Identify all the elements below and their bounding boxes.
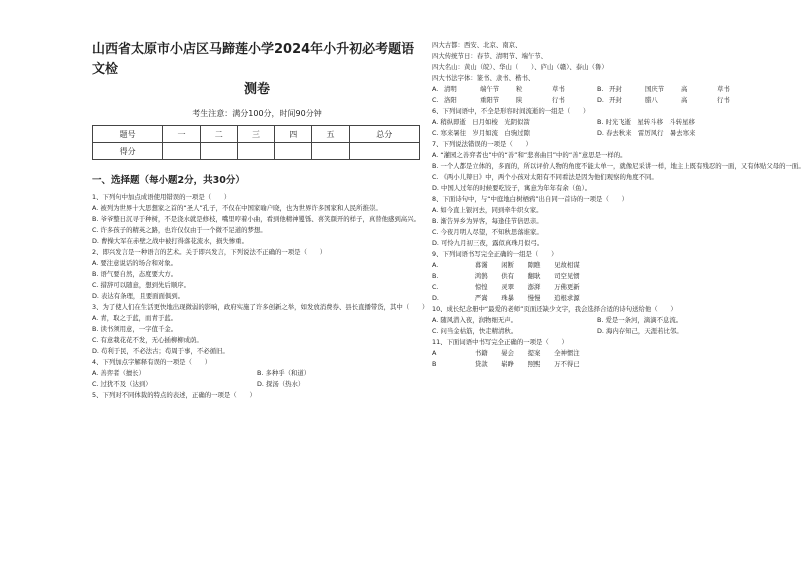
- option-word: 行书: [717, 96, 730, 104]
- option-word: 惊惶: [474, 283, 488, 291]
- question-line: A. “灌园之善弈者也”中的“善”和“悲喜曲目”中的“善”意思是一样的。: [432, 151, 627, 159]
- question-line: 4、下列加点字解释有误的一项是（ ）: [92, 358, 212, 366]
- option-word: 粒: [516, 85, 523, 93]
- question-line: 3、为了使人们在生活更快地出现微弱的影响，政府实施了许多创新之举，如发放消费券、县长直播带货，其中（ ）: [92, 303, 429, 311]
- option-letter: D.: [432, 294, 439, 302]
- question-line: B. 爷爷整日沉寻于种树，不是浇水就是修枝，嘴里哼着小曲，看到他精神矍铄、喜笑颜开的样子，真替他感到高兴。: [92, 215, 420, 223]
- option-row: [432, 95, 762, 106]
- option-row: [92, 368, 422, 379]
- cell: [312, 143, 349, 160]
- option-word: 万不得已: [554, 360, 580, 368]
- cell: [163, 143, 200, 160]
- question-line: 1、下列句中加点成语使用错误的一项是（ ）: [92, 193, 231, 201]
- option-word: 灵翠: [501, 283, 515, 291]
- option-row: [432, 128, 762, 139]
- question-line: C. 今夜月明人尽望，不知秋思落谁家。: [432, 228, 543, 236]
- option-row: [432, 84, 762, 95]
- option-word: 开封: [609, 85, 622, 93]
- cell: 一: [163, 126, 200, 143]
- option-word: 慢慢: [527, 294, 541, 302]
- option: A. 善弈者（擅长）: [92, 369, 146, 377]
- question-line: A. 青，取之于蓝，而青于蓝。: [92, 314, 178, 322]
- cell: 得分: [93, 143, 163, 160]
- question-line: 11、下面词语中书写完全正确的一项是（ ）: [432, 338, 568, 346]
- option: C. 问当金枯筋，快走精清秋。: [432, 327, 518, 335]
- option-letter: B.: [432, 272, 439, 280]
- option-word: 严嵩: [474, 294, 488, 302]
- option-word: 暮霭: [474, 261, 488, 269]
- exam-notice: 考生注意：满分100分，时间90分钟: [192, 109, 322, 118]
- option-word: 草书: [552, 85, 565, 93]
- question-line: D. 中国人过年的时候要吃饺子，寓意为年年有余（鱼）。: [432, 184, 592, 192]
- question-line: 四大书法字体：篆书、隶书、楷书、: [432, 74, 535, 82]
- page-title: [92, 40, 422, 100]
- cell: 四: [275, 126, 312, 143]
- option: D. 探汤（热水）: [257, 380, 305, 388]
- cell: [349, 143, 419, 160]
- question-line: B. 渐告异乡为异客，每逢佳节倍思亲。: [432, 217, 543, 225]
- question-line: 四大名山：黄山（皖）、华山（ ）、庐山（赣）、泰山（鲁）: [432, 63, 608, 71]
- question-line: D. 苟利于民，不必法古；苟周于事，不必循旧。: [92, 347, 229, 355]
- option-letter: D.: [597, 96, 604, 104]
- right-column: [432, 40, 805, 370]
- option-word: 见故相谋: [554, 261, 580, 269]
- option: B. 多种乎（和道）: [257, 369, 311, 377]
- option: B. 爱是一条河，滴滴不息流。: [597, 316, 683, 324]
- option-word: 提案: [527, 349, 541, 357]
- option-letter: B.: [597, 85, 604, 93]
- question-line: C. 措辞可以随意，想到先后顺序。: [92, 281, 190, 289]
- option-word: 司空见惯: [554, 272, 580, 280]
- cell: 总分: [349, 126, 419, 143]
- option-word: 全神惯注: [554, 349, 580, 357]
- option-row: [432, 282, 762, 293]
- section-heading: 一、选择题（每小题2分，共30分）: [92, 175, 245, 186]
- option-row: [92, 379, 422, 390]
- question-line: 5、下列对不同体裁的特点的表述，正确的一项是（ ）: [92, 391, 256, 399]
- option: A. 随风潜入夜，润物细无声。: [432, 316, 518, 324]
- option-word: 草书: [717, 85, 730, 93]
- cell: [200, 143, 237, 160]
- question-line: 9、下列词语书写完全正确的一组是（ ）: [432, 250, 558, 258]
- question-line: B. 一个人都是立体的，多面的，所以评价人物的角度不能太单一，就像尼采讲一样，地主上既有残忍的一面，又有体贴父母的一面。: [432, 162, 805, 170]
- question-line: C. 《两小儿辩日》中，两个小孩对太阳有不同看法是因为他们观察的角度不同。: [432, 173, 658, 181]
- option-row: [432, 271, 762, 282]
- option-word: 国庆节: [645, 85, 665, 93]
- option-word: 翻耿: [527, 272, 541, 280]
- option-word: 澎湃: [527, 283, 541, 291]
- score-header-row: [93, 126, 420, 143]
- option-letter: B: [432, 360, 437, 368]
- option-row: [432, 326, 762, 337]
- option-word: 清明: [444, 85, 457, 93]
- option-word: 万佛更新: [554, 283, 580, 291]
- option-word: 晏会: [501, 349, 515, 357]
- cell: [275, 143, 312, 160]
- option-word: 照熙: [527, 360, 541, 368]
- option-word: 高: [681, 96, 688, 104]
- title-line-2: 测卷: [243, 82, 270, 97]
- question-line: C. 有意栽花花不发，无心插柳柳成荫。: [92, 336, 203, 344]
- question-line: 2、即兴发言是一种语言的艺术。关于即兴发言，下列说法不正确的一项是（ ）: [92, 248, 327, 256]
- question-line: 四大传统节日：春节、清明节、端午节、: [432, 52, 548, 60]
- cell: [237, 143, 274, 160]
- option-word: 腊八: [645, 96, 658, 104]
- question-line: D. 可怜九月初三夜，露似真珠月似弓。: [432, 239, 544, 247]
- cell: 题号: [93, 126, 163, 143]
- option-row: [432, 348, 762, 359]
- score-table: [92, 125, 420, 160]
- option: D. 春去秋来 雷厉风行 暑去寒来: [597, 129, 696, 137]
- option-word: 陕: [516, 96, 523, 104]
- question-line: A. 被列为世界十大思想家之首的“圣人”孔子，不仅在中国家喻户晓，也为世界许多国家和人民所推崇。: [92, 204, 382, 212]
- option-word: 珠暴: [501, 294, 515, 302]
- option-row: [432, 260, 762, 271]
- question-line: A. 要注意说话的场合和对象。: [92, 259, 178, 267]
- option: A. 稍纵即逝 日月如梭 光阴似箭: [432, 118, 530, 126]
- option-word: 隙瞧: [527, 261, 541, 269]
- option-letter: A.: [432, 85, 439, 93]
- option-word: 闲断: [501, 261, 515, 269]
- left-questions: [92, 192, 429, 401]
- option-word: 崭睁: [501, 360, 515, 368]
- option-row: [432, 293, 762, 304]
- option-word: 开封: [609, 96, 622, 104]
- option-row: [432, 359, 762, 370]
- question-line: B. 读书须用意，一字值千金。: [92, 325, 178, 333]
- option-letter: C.: [432, 283, 439, 291]
- question-line: 7、下列说法错误的一项是（ ）: [432, 140, 532, 148]
- question-line: D. 表达有条理，且要面面俱到。: [92, 292, 185, 300]
- cell: 三: [237, 126, 274, 143]
- score-value-row: [93, 143, 420, 160]
- option-word: 鸿鹄: [474, 272, 488, 280]
- option-word: 洛阳: [444, 96, 457, 104]
- question-line: A. 如今直上银河去，同到牵牛织女家。: [432, 206, 543, 214]
- option-word: 高: [681, 85, 688, 93]
- option: C. 寒来暑往 岁月如流 白驹过隙: [432, 129, 530, 137]
- option-letter: A: [432, 349, 437, 357]
- option-letter: A.: [432, 261, 439, 269]
- option-word: 书籍: [474, 349, 488, 357]
- cell: 二: [200, 126, 237, 143]
- option-row: [432, 315, 762, 326]
- question-line: D. 曹操大军在赤壁之战中被打得落花流水，损失惨重。: [92, 237, 248, 245]
- title-line-1: 山西省太原市小店区马蹄莲小学2024年小升初必考题语文检: [92, 42, 415, 77]
- question-line: 8、下面诗句中，与“中庭地白树栖鸦”出自同一首诗的一项是（ ）: [432, 195, 629, 203]
- question-line: 10、成长纪念册中“最爱的老师”页面还缺少文字，我会选择合适的诗句送给他（ ）: [432, 305, 677, 313]
- option-word: 重阳节: [480, 96, 500, 104]
- option-word: 行书: [552, 96, 565, 104]
- question-line: 6、下列词语中，不全是形容时间流逝的一组是（ ）: [432, 107, 590, 115]
- option: B. 时光飞逝 星转斗移 斗转星移: [597, 118, 695, 126]
- question-line: 四大古都：西安、北京、南京、: [432, 41, 522, 49]
- left-column: [92, 40, 429, 401]
- option-word: 端午节: [480, 85, 500, 93]
- cell: 五: [312, 126, 349, 143]
- option-row: [432, 117, 762, 128]
- question-line: C. 许多孩子的精英之路，也许仅仅由于一个微不足道的梦想。: [92, 226, 267, 234]
- question-line: B. 语气要自然，态度要大方。: [92, 270, 178, 278]
- option: D. 海内存知己，天涯若比邻。: [597, 327, 683, 335]
- option-word: 贷款: [474, 360, 488, 368]
- option-word: 供有: [501, 272, 515, 280]
- option: C. 过犹不及（达到）: [92, 380, 152, 388]
- option-letter: C.: [432, 96, 439, 104]
- option-word: 追根求源: [554, 294, 580, 302]
